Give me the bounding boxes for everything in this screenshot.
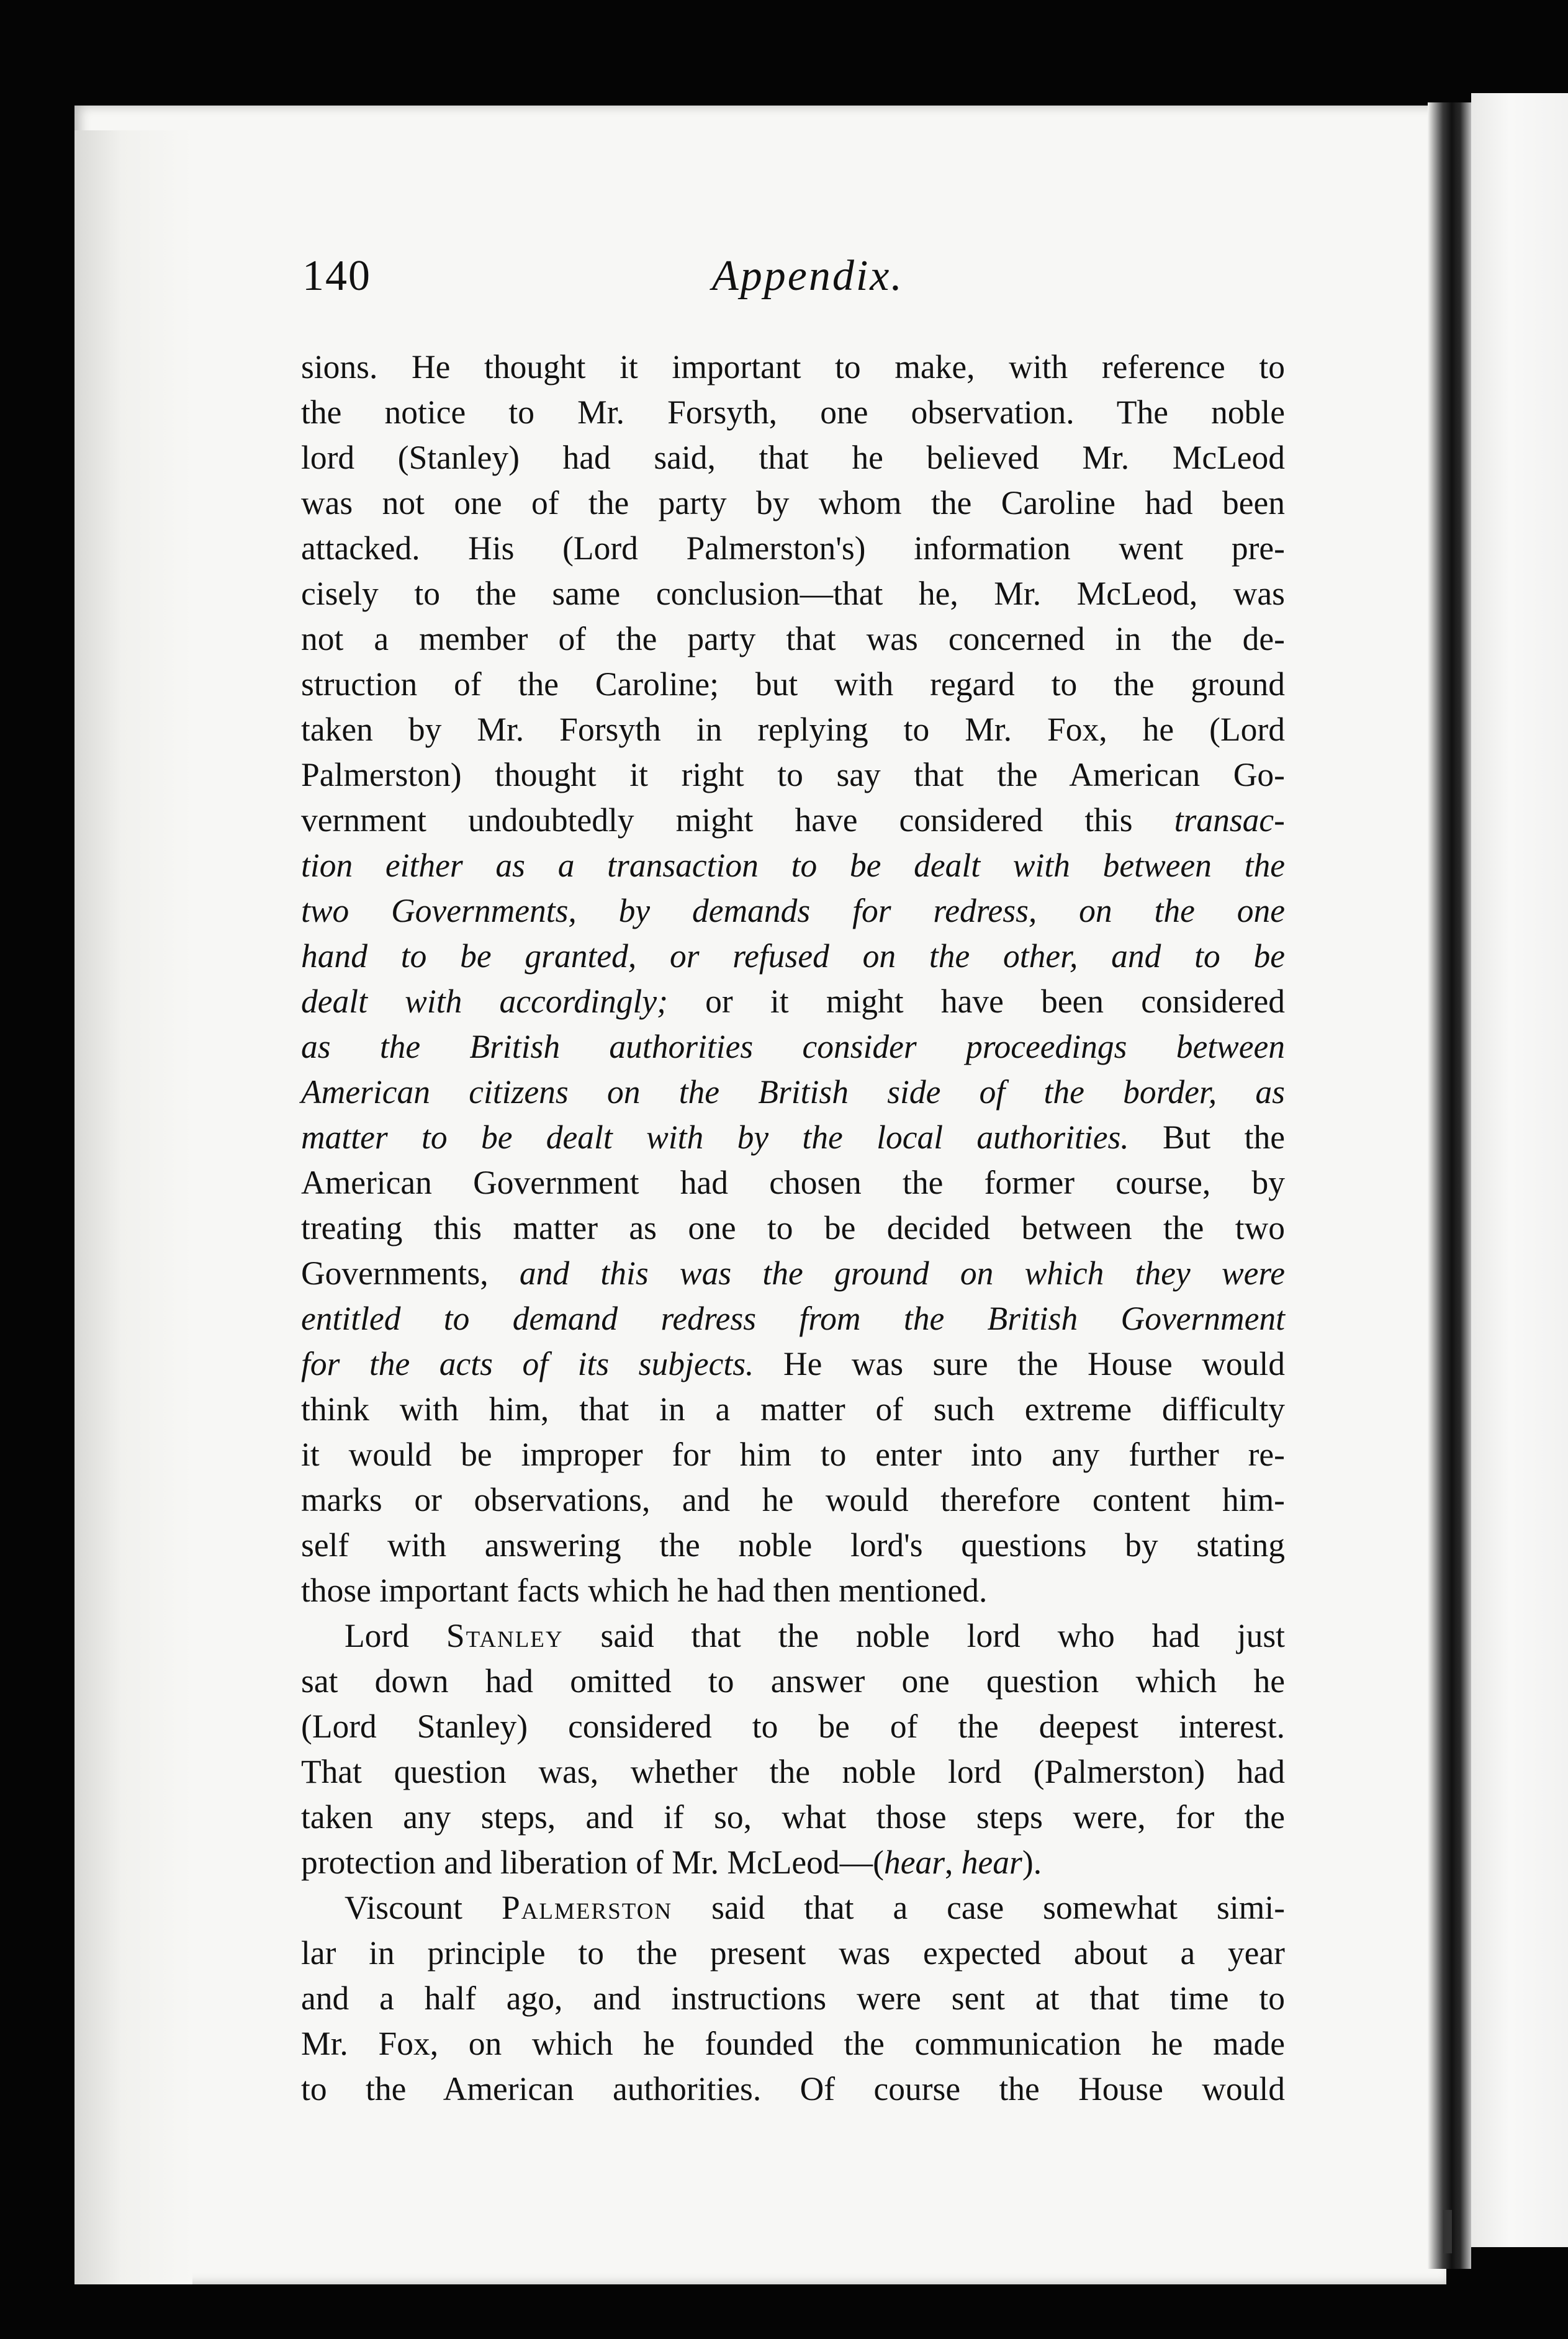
text-run: Lord [345,1617,409,1654]
text-line: lar in principle to the present was expected about a year [301,1934,1285,1972]
text-line: sat down had omitted to answer one question which he [301,1662,1285,1700]
text-run: said that a case somewhat simi- [711,1889,1286,1926]
text-line [301,798,1285,843]
text-line [301,1840,1285,1885]
italic-run: two Governments, by demands for redress, on the one [301,892,1285,929]
text-line: marks or observations, and he would therefore content him- [301,1481,1285,1518]
text-line: it would be improper for him to enter into any further re- [301,1436,1285,1473]
text-line [301,1070,1285,1115]
text-line: think with him, that in a matter of such extreme difficulty [301,1390,1285,1428]
text-line: self with answering the noble lord's questions by stating [301,1526,1285,1564]
page-header [302,251,1283,313]
text-line: treating this matter as one to be decided between the two [301,1209,1285,1246]
text-line: attacked. His (Lord Palmerston's) information went pre- [301,530,1285,567]
text-run: But the [1163,1119,1285,1156]
text-line: American Government had chosen the former course, by [301,1164,1285,1201]
text-run: or it might have been considered [705,983,1285,1020]
text-run: Viscount [345,1889,462,1926]
text-line: to the American authorities. Of course the House would [301,2070,1285,2107]
italic-run: tion either as a transaction to be dealt with between the [301,847,1285,884]
italic-run: entitled to demand redress from the British Government [301,1300,1285,1337]
text-line: not a member of the party that was concerned in the de- [301,620,1285,657]
text-run: He was sure the House would [783,1345,1286,1382]
text-line: (Lord Stanley) considered to be of the deepest interest. [301,1708,1285,1745]
text-run: , [945,1844,962,1881]
text-line: those important facts which he had then mentioned. [301,1572,988,1609]
running-title: Appendix. [712,252,904,300]
italic-run: for the acts of its subjects. [301,1345,754,1382]
italic-run: transac- [1174,801,1285,839]
text-run: ). [1022,1844,1042,1881]
page-number: 140 [302,252,371,300]
text-line: sions. He thought it important to make, with reference to [301,348,1285,385]
italic-run: matter to be dealt with by the local authorities. [301,1119,1129,1156]
text-line [301,1885,1285,1931]
text-run: Governments, [301,1255,489,1292]
text-line: taken any steps, and if so, what those steps were, for the [301,1798,1285,1836]
text-line: Mr. Fox, on which he founded the communication he made [301,2025,1285,2062]
text-line: the notice to Mr. Forsyth, one observation. The noble [301,394,1285,431]
text-line [301,1024,1285,1070]
text-line: taken by Mr. Forsyth in replying to Mr. Fox, he (Lord [301,711,1285,748]
text-line: lord (Stanley) had said, that he believed Mr. McLeod [301,439,1285,476]
speaker-name: Palmerston [501,1889,673,1926]
text-run: vernment undoubtedly might have considered this [301,801,1133,839]
speaker-name: Stanley [446,1617,564,1654]
text-line [301,979,1285,1024]
scan-mark [1443,2210,1452,2253]
text-line: Palmerston) thought it right to say that the American Go- [301,756,1285,793]
text-line [301,1251,1285,1296]
book-gutter [1428,102,1471,2269]
text-run: protection and liberation of Mr. McLeod—( [301,1844,884,1881]
text-line: and a half ago, and instructions were sent at that time to [301,1980,1285,2017]
body-text [301,345,1285,2112]
text-line: That question was, whether the noble lord (Palmerston) had [301,1753,1285,1790]
text-line [301,843,1285,888]
text-line [301,888,1285,934]
text-run: said that the noble lord who had just [600,1617,1286,1654]
text-line: struction of the Caroline; but with regard to the ground [301,665,1285,703]
italic-run: as the British authorities consider proceedings between [301,1028,1285,1065]
text-line [301,1115,1285,1160]
page-edge-shadow [74,130,192,2284]
italic-run: American citizens on the British side of the border, as [301,1073,1285,1111]
text-line: cisely to the same conclusion—that he, Mr. McLeod, was [301,575,1285,612]
italic-run: hear [961,1844,1022,1881]
italic-run: hear [883,1844,945,1881]
italic-run: dealt with accordingly; [301,983,668,1020]
text-line [301,934,1285,979]
italic-run: hand to be granted, or refused on the other, and to be [301,937,1285,975]
facing-page-edge [1471,93,1568,2247]
text-line [301,1341,1285,1387]
text-line: was not one of the party by whom the Caroline had been [301,484,1285,521]
italic-run: and this was the ground on which they were [519,1255,1285,1292]
text-line [301,1296,1285,1341]
text-line [301,1613,1285,1659]
